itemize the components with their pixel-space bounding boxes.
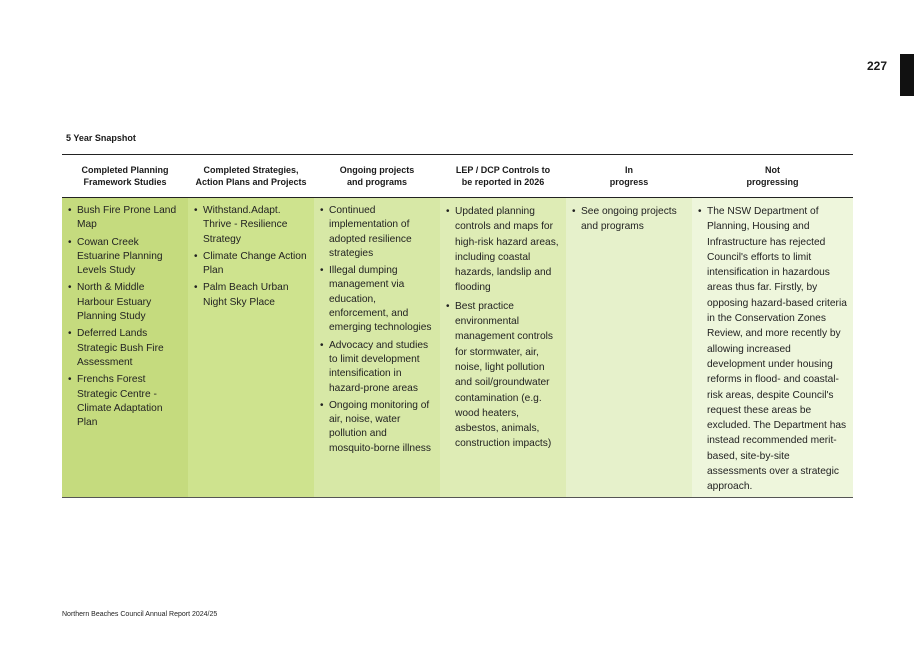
list-item-text: North & Middle Harbour Estuary Planning Study [77,282,152,323]
list-item-text: Withstand.Adapt. Thrive - Resilience Strategy [203,205,288,245]
list-item-text: Climate Change Action Plan [203,250,307,277]
column-not-progressing [692,198,853,497]
header-label: Not progressing [746,165,799,187]
column-in-progress [566,198,692,497]
snapshot-table [62,154,853,498]
bullet-icon: • [68,374,72,386]
list-item [319,204,434,261]
list-item-text: Deferred Lands Strategic Bush Fire Assessment [77,328,164,368]
bullet-icon: • [320,265,324,277]
bullet-icon: • [194,205,198,216]
table-body-row [62,198,853,497]
list-item [319,399,434,456]
column-ongoing-projects [314,198,440,497]
list-item [67,373,182,430]
column-completed-planning [62,198,188,497]
bullet-icon: • [68,328,72,340]
bullet-list [67,204,182,430]
list-item [319,264,434,335]
header-label: Completed Strategies, Action Plans and Projects [195,165,307,187]
list-item-text: Ongoing monitoring of air, noise, water pollution and mosquito-borne illness [329,399,431,454]
list-item-text: Palm Beach Urban Night Sky Place [203,282,289,308]
list-item [571,204,686,235]
header-label: In progress [609,165,649,187]
bullet-icon: • [320,205,324,216]
bullet-list [193,204,308,310]
list-item-text: Cowan Creek Estuarine Planning Levels Study [77,236,163,277]
bullet-list [571,204,686,235]
bullet-icon: • [320,339,324,351]
bullet-icon: • [320,399,324,411]
header-in-progress [566,155,692,197]
list-item [193,281,308,310]
bullet-icon: • [572,206,576,217]
header-lep-dcp-controls [440,155,566,197]
section-title: 5 Year Snapshot [66,133,136,143]
bullet-icon: • [194,250,198,262]
list-item [697,204,847,495]
page-number: 227 [866,59,887,73]
column-completed-strategies [188,198,314,497]
table-header-row [62,155,853,198]
header-label: Ongoing projects and programs [339,165,415,187]
list-item-text: Illegal dumping management via education, enforcement, and emerging technologies [329,265,432,334]
column-lep-dcp-controls [440,198,566,497]
header-label: LEP / DCP Controls to be reported in 2026 [455,165,551,187]
header-completed-strategies [188,155,314,197]
bullet-icon: • [68,205,72,216]
list-item-text: The NSW Department of Planning, Housing and Infrastructure has rejected Council's efforts to limit intensification in hazardous areas thus far. Firstly, by opposing hazard-based criteria in the Conservation Zones Review, and more recently by allowing increased development under housing reforms in flood- and coastal-risk areas, despite Council's request these areas be excluded. The Department has instead recommended merit-based, site-by-site assessments over a strategic approach. [707,206,847,493]
list-item-text: Bush Fire Prone Land Map [77,205,177,231]
bullet-icon: • [68,236,72,248]
header-ongoing-projects [314,155,440,197]
list-item [319,339,434,396]
bullet-icon: • [446,206,450,217]
list-item-text: Frenchs Forest Strategic Centre - Climate Adaptation Plan [77,374,163,429]
list-item-text: See ongoing projects and programs [581,206,677,233]
page-edge-tab [900,54,914,96]
list-item-text: Updated planning controls and maps for high-risk hazard areas, including coastal hazards, landslip and flooding [455,206,559,294]
list-item [445,204,560,296]
list-item [67,281,182,324]
list-item-text: Advocacy and studies to limit development intensification in hazard-prone areas [329,339,429,394]
list-item [67,204,182,233]
list-item [67,327,182,370]
bullet-icon: • [446,300,450,312]
page-footer: Northern Beaches Council Annual Report 2024/25 [62,611,218,618]
bullet-icon: • [698,206,702,217]
list-item-text: Best practice environmental management controls for stormwater, air, noise, light pollution and soil/groundwater contamination (e.g. wood heaters, asbestos, animals, construction impacts) [455,300,553,450]
bullet-icon: • [194,282,198,294]
bullet-list [319,204,434,456]
list-item [193,204,308,247]
header-not-progressing [692,155,853,197]
bullet-icon: • [68,282,72,294]
bullet-list [445,204,560,452]
bullet-list [697,204,847,495]
list-item-text: Continued implementation of adopted resilience strategies [329,205,412,259]
header-completed-planning [62,155,188,197]
list-item [67,236,182,279]
list-item [193,250,308,279]
header-label: Completed Planning Framework Studies [81,165,169,187]
list-item [445,299,560,452]
